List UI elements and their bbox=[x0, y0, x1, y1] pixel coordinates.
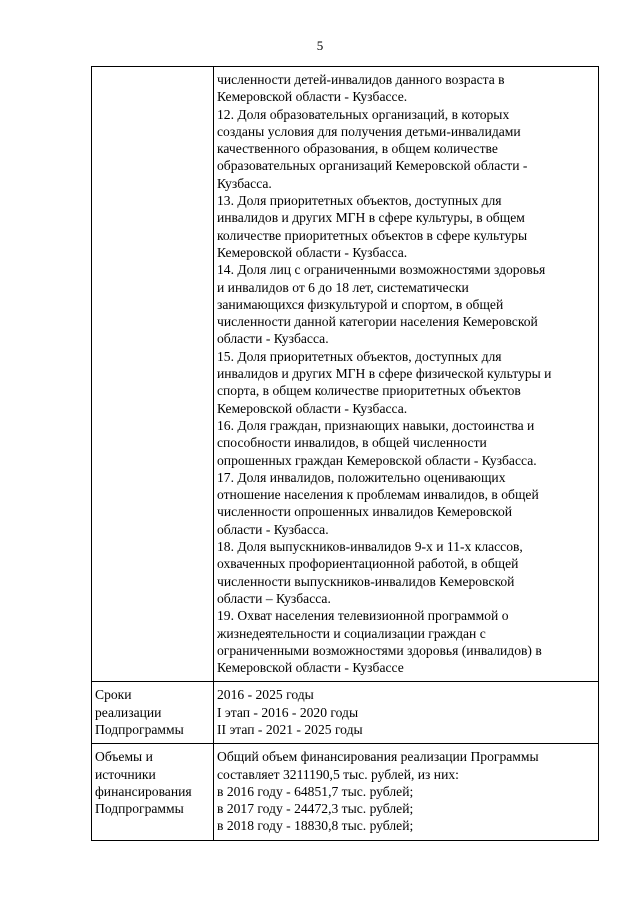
row-content-line: составляет 3211190,5 тыс. рублей, из них: bbox=[217, 766, 459, 782]
row-content-line: Кемеровской области - Кузбассе. bbox=[217, 89, 408, 105]
row-content-line: области - Кузбасса. bbox=[217, 331, 329, 347]
row-label-line: источники bbox=[95, 766, 156, 782]
row-content-line: образовательных организаций Кемеровской области - bbox=[217, 158, 528, 174]
row-content-line: 18. Доля выпускников-инвалидов 9-х и 11-х классов, bbox=[217, 539, 523, 555]
row-content-line: инвалидов и других МГН в сфере культуры, в общем bbox=[217, 210, 525, 226]
row-content-line: охваченных профориентационной работой, в общей bbox=[217, 556, 519, 572]
row-content-cell bbox=[214, 67, 599, 682]
passport-table bbox=[91, 66, 599, 841]
row-content-line: Кемеровской области - Кузбасса. bbox=[217, 400, 408, 416]
row-content-line: в 2016 году - 64851,7 тыс. рублей; bbox=[217, 783, 414, 799]
page-number: 5 bbox=[316, 38, 324, 53]
row-content-line: Кузбасса. bbox=[217, 175, 272, 191]
row-content-cell bbox=[214, 744, 599, 840]
row-label-cell bbox=[92, 67, 214, 682]
row-content-line: спорта, в общем количестве приоритетных объектов bbox=[217, 383, 521, 399]
row-label-line: Подпрограммы bbox=[95, 721, 184, 737]
row-content-line: Общий объем финансирования реализации Программы bbox=[217, 749, 539, 765]
row-content-line: численности выпускников-инвалидов Кемеровской bbox=[217, 573, 515, 589]
row-content-line: численности опрошенных инвалидов Кемеровской bbox=[217, 504, 513, 520]
row-content-line: отношение населения к проблемам инвалидов, в общей bbox=[217, 487, 539, 503]
row-content-line: жизнедеятельности и социализации граждан с bbox=[217, 625, 486, 641]
row-content-line: инвалидов и других МГН в сфере физической культуры и bbox=[217, 366, 552, 382]
row-content-line: ограниченными возможностями здоровья (инвалидов) в bbox=[217, 642, 542, 658]
row-content-line: способности инвалидов, в общей численности bbox=[217, 435, 487, 451]
row-label-line: реализации bbox=[95, 704, 162, 720]
row-content-line: 17. Доля инвалидов, положительно оценивающих bbox=[217, 469, 506, 485]
row-content-line: качественного образования, в общем количестве bbox=[217, 141, 498, 157]
row-content-line: Кемеровской области - Кузбассе bbox=[217, 660, 404, 676]
row-content-line: области – Кузбасса. bbox=[217, 590, 331, 606]
row-content-line: 2016 - 2025 годы bbox=[217, 687, 314, 703]
row-content-line: количестве приоритетных объектов в сфере культуры bbox=[217, 227, 528, 243]
row-content-line: в 2018 году - 18830,8 тыс. рублей; bbox=[217, 818, 414, 834]
row-content-line: 15. Доля приоритетных объектов, доступных для bbox=[217, 348, 502, 364]
row-content-line: численности данной категории населения Кемеровской bbox=[217, 314, 538, 330]
row-label-cell bbox=[92, 744, 214, 840]
table-body bbox=[92, 67, 599, 841]
row-label-line: Подпрограммы bbox=[95, 801, 184, 817]
row-content-line: II этап - 2021 - 2025 годы bbox=[217, 721, 363, 737]
row-content-line: созданы условия для получения детьми-инвалидами bbox=[217, 123, 521, 139]
row-content-line: 19. Охват населения телевизионной программой о bbox=[217, 608, 509, 624]
table-row bbox=[92, 682, 599, 744]
row-label-cell bbox=[92, 682, 214, 744]
row-label-line: Объемы и bbox=[95, 749, 153, 765]
row-content-line: I этап - 2016 - 2020 годы bbox=[217, 704, 359, 720]
row-content-line: опрошенных граждан Кемеровской области - Кузбасса. bbox=[217, 452, 537, 468]
row-content-line: Кемеровской области - Кузбасса. bbox=[217, 244, 408, 260]
row-content-line: области - Кузбасса. bbox=[217, 521, 329, 537]
row-content-line: 12. Доля образовательных организаций, в которых bbox=[217, 106, 510, 122]
row-content-line: численности детей-инвалидов данного возраста в bbox=[217, 72, 505, 87]
table-row bbox=[92, 744, 599, 840]
row-content-line: занимающихся физкультурой и спортом, в общей bbox=[217, 296, 504, 312]
row-content-cell bbox=[214, 682, 599, 744]
table-row bbox=[92, 67, 599, 682]
row-content-line: 14. Доля лиц с ограниченными возможностями здоровья bbox=[217, 262, 546, 278]
row-content-line: 13. Доля приоритетных объектов, доступных для bbox=[217, 193, 502, 209]
row-content-line: 16. Доля граждан, признающих навыки, достоинства и bbox=[217, 417, 535, 433]
row-content-line: и инвалидов от 6 до 18 лет, систематически bbox=[217, 279, 469, 295]
row-label-line: финансирования bbox=[95, 783, 192, 799]
row-content-line: в 2017 году - 24472,3 тыс. рублей; bbox=[217, 801, 414, 817]
row-label-line: Сроки bbox=[95, 687, 132, 703]
